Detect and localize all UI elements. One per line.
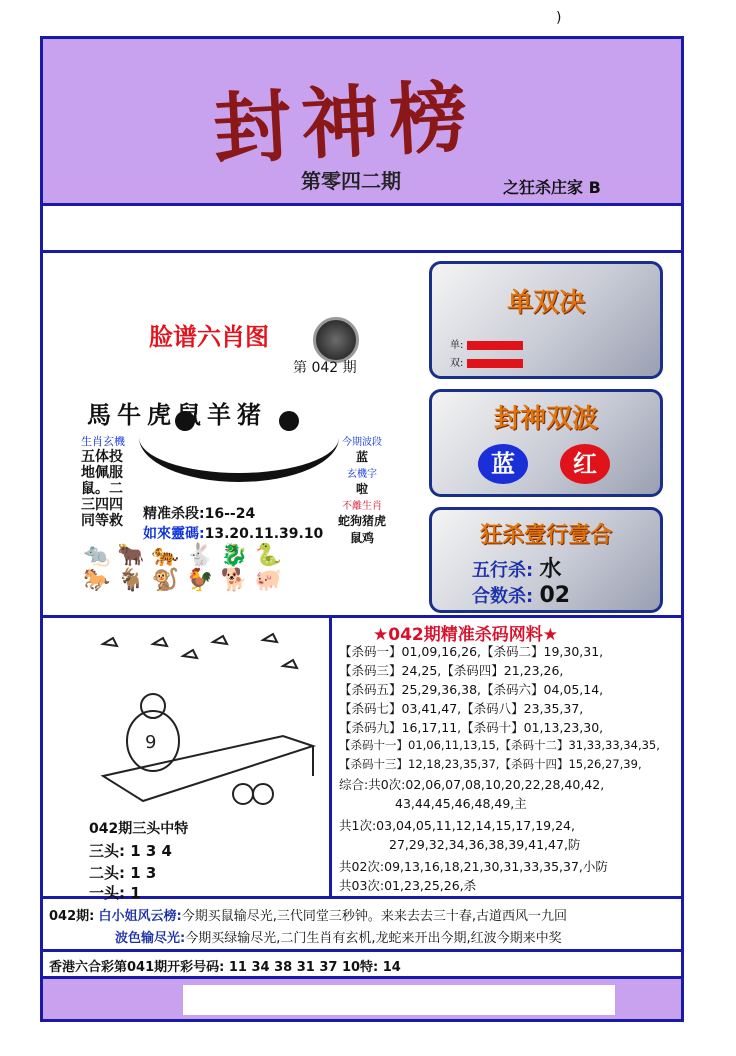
poem-label-2: 波色输尽光:	[115, 931, 186, 946]
page-frame	[40, 36, 684, 1022]
poem-section	[43, 899, 681, 952]
double-row	[450, 354, 523, 369]
kill-code-row: 【杀码十三】12,18,23,35,37,【杀码十四】15,26,27,39,	[339, 757, 642, 771]
summary-row: 43,44,45,46,48,49,主	[395, 796, 527, 811]
lucky-code-label: 如來靈碼:	[143, 526, 205, 542]
red-ball: 红	[560, 444, 610, 484]
draw-result	[43, 952, 681, 979]
element-value: 水	[539, 557, 562, 582]
summary-row: 综合:共0次:02,06,07,08,10,20,22,28,40,42,	[339, 777, 605, 792]
poem-prefix: 042期:	[49, 909, 95, 924]
heads-value: 1	[130, 884, 141, 902]
odd-even-title: 单双决	[506, 288, 585, 318]
kill-segment-value: 16--24	[204, 506, 256, 522]
element-row	[472, 552, 562, 583]
lucky-code-value: 13.20.11.39.10	[204, 526, 324, 542]
sum-value: 02	[539, 583, 571, 608]
summary-row: 共03次:01,23,25,26,杀	[339, 878, 477, 893]
double-bar	[467, 359, 523, 368]
kill-code-row: 【杀码九】16,17,11,【杀码十】01,13,23,30,	[339, 720, 604, 735]
kill-code-row: 【杀码三】24,25,【杀码四】21,23,26,	[339, 663, 564, 678]
subtitle: 之狂杀庄家 B	[503, 178, 601, 197]
zodiac-row: 馬牛虎鼠羊猪	[87, 400, 267, 429]
heads-value: 1 3 4	[130, 842, 172, 860]
kill-code-row: 【杀码五】25,29,36,38,【杀码六】04,05,14,	[339, 682, 604, 697]
header	[43, 39, 681, 206]
summary-row: 27,29,32,34,36,38,39,41,47,防	[389, 837, 581, 852]
single-bar	[467, 341, 523, 350]
blank-box	[183, 985, 615, 1015]
wave-title: 封神双波	[493, 404, 598, 434]
kill-segment-label: 精准杀段:	[143, 506, 205, 522]
left-hint-text: 五体投地佩服鼠。二三四四同等救	[81, 449, 123, 529]
bottom-section	[43, 618, 681, 902]
kill-code-row: 【杀码十一】01,06,11,13,15,【杀码十二】31,33,33,34,35,	[339, 738, 660, 752]
heads-label: 二头:	[89, 864, 125, 882]
heads-label: 三头:	[89, 842, 125, 860]
odd-even-panel	[429, 261, 663, 379]
sum-label: 合数杀:	[472, 586, 534, 607]
draw-result-text: 香港六合彩第041期开彩号码: 11 34 38 31 37 10特: 14	[49, 960, 401, 975]
summary-row: 共1次:03,04,05,11,12,14,15,17,19,24,	[339, 818, 575, 833]
poem-text-1: 今期买鼠输尽光,三代同堂三秒钟。来来去去三十春,古道西风一九回	[181, 909, 567, 924]
right-hint-box	[335, 433, 389, 546]
sum-row	[472, 582, 570, 608]
heads-title: 042期三头中特	[89, 821, 189, 837]
single-row	[450, 336, 523, 351]
face-issue: 第 042 期	[293, 360, 357, 376]
right-label-3: 不離生肖	[342, 501, 382, 512]
heads-value: 1 3	[130, 864, 157, 882]
issue-label: 第零四二期	[301, 169, 401, 193]
blue-ball: 蓝	[478, 444, 528, 484]
blank-strip	[43, 206, 681, 253]
kill-code-row: 【杀码七】03,41,47,【杀码八】23,35,37,	[339, 701, 584, 716]
right-label-1: 今期波段	[342, 437, 382, 448]
heads-label: 一头:	[89, 884, 125, 902]
chicken-illustration	[83, 626, 323, 816]
right-val-3: 蛇狗猪虎鼠鸡	[337, 514, 386, 545]
heads-row	[89, 840, 172, 861]
top-mark: )	[556, 10, 562, 26]
animals-illustration	[83, 543, 403, 603]
bottom-bar	[43, 979, 681, 1019]
kill-codes-title: ★042期精准杀码网料★	[373, 625, 558, 645]
poem-text-2: 今期买绿输尽光,二门生肖有玄机,龙蛇来开出今期,红波今期来中奖	[185, 931, 562, 946]
right-val-1: 蓝	[355, 450, 368, 464]
right-label-2: 玄機字	[347, 469, 377, 480]
double-label: 双:	[450, 358, 464, 369]
middle-section	[43, 253, 681, 618]
poem-line-1	[49, 905, 567, 924]
face-chart-title: 脸谱六肖图	[149, 323, 269, 351]
left-hint-label: 生肖玄機	[81, 435, 125, 448]
right-val-2: 啦	[355, 482, 368, 496]
column-divider	[329, 618, 332, 896]
poem-line-2	[115, 927, 562, 946]
animal-icon: 🐎 🐐 🐒 🐓 🐕 🐖	[83, 568, 283, 593]
poem-label-1: 白小姐风云榜:	[98, 909, 182, 924]
summary-row: 共02次:09,13,16,18,21,30,31,33,35,37,小防	[339, 859, 608, 874]
heads-row	[89, 862, 156, 883]
wave-panel	[429, 389, 663, 497]
element-title: 狂杀壹行壹合	[479, 523, 612, 548]
page-title: 封神榜	[211, 71, 480, 176]
kill-code-row: 【杀码一】01,09,16,26,【杀码二】19,30,31,	[339, 644, 604, 659]
kill-segment	[143, 503, 323, 543]
element-panel	[429, 507, 663, 613]
svg-text:9: 9	[145, 732, 157, 753]
animal-icon: 🐀 🐂 🐅 🐇 🐉 🐍	[83, 543, 283, 568]
element-label: 五行杀:	[472, 560, 534, 581]
single-label: 单:	[450, 340, 464, 351]
